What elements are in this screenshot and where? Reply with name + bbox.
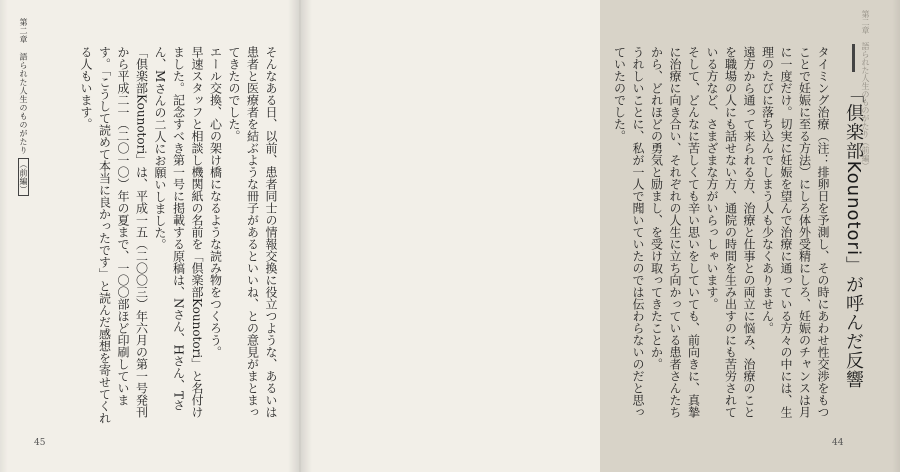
body-text	[22, 46, 280, 426]
running-header: 第二章 語られた人生のものがたり（前編）	[861, 10, 870, 170]
page-edge-shadow	[892, 0, 900, 472]
page-edge-shadow	[0, 0, 8, 472]
paragraph: エール交換、心の架け橋になるような読み物をつくろう。	[208, 46, 223, 358]
book-gutter	[288, 0, 312, 472]
paragraph: うれしいことに、私が一人で聞いていたのでは伝わらないのだと思っていたのでした。	[612, 46, 645, 418]
paragraph: 遠方から通って来られる方、治療と仕事との両立に悩み、治療のことを職場の人にも話せない方、通院の時間を生み出すのにも苦労されている方など、さまざまな方がいらっしゃいます。	[705, 46, 756, 418]
chapter-label: 第二章	[19, 18, 28, 44]
paragraph: 早速スタッフと相談し機関紙の名前を「倶楽部Kounotori」と名付けました。記念すべき第一号に掲載する原稿は、Nさん、Hさん、Tさん、Mさんの二人にお願いしました。	[153, 46, 204, 419]
page-number: 44	[832, 438, 844, 448]
chapter-badge: （前編）	[19, 159, 28, 194]
page-number: 45	[34, 438, 46, 448]
left-page	[0, 0, 300, 472]
paragraph: タイミング治療（注：排卵日を予測し、その時にあわせ性交渉をもつことで妊娠に至る方法）にしろ体外受精にしろ、妊娠のチャンスは月に一度だけ。切実に妊娠を望んで治療に通っている方々の中には、生理のたびに落ち込んでしまう人も少なくありません。	[760, 46, 830, 418]
right-page	[300, 0, 870, 472]
paragraph: そんなある日、以前、患者同士の情報交換に役立つような、あるいは患者と医療者を結ぶような冊子があるといいね、との意見がまとまってきたのでした。	[227, 46, 278, 418]
section-title	[840, 44, 866, 389]
chapter-title: 語られた人生のものがたり	[19, 52, 28, 155]
paragraph: 「倶楽部Kounotori」は、平成一五（二〇〇三）年六月の第一号発刊から平成二一（二〇一〇）年の夏まで、一〇〇部ほど印刷しています。「こうして読めて本当に良かったです」と読んだ感想を寄せてくれる人もいます。	[79, 46, 149, 424]
section-title-text: 「倶楽部Kounotori」が呼んだ反響	[843, 84, 864, 389]
body-text	[612, 46, 832, 426]
paragraph: そして、どんなに苦しくても辛い思いをしていても、前向きに、真摯に治療に向き合い、それぞれの人生に立ち向かっている患者さんたちから、どれほどの勇気と励まし、を受け取ってきたことか。	[649, 46, 701, 418]
title-accent-bar	[852, 44, 855, 72]
